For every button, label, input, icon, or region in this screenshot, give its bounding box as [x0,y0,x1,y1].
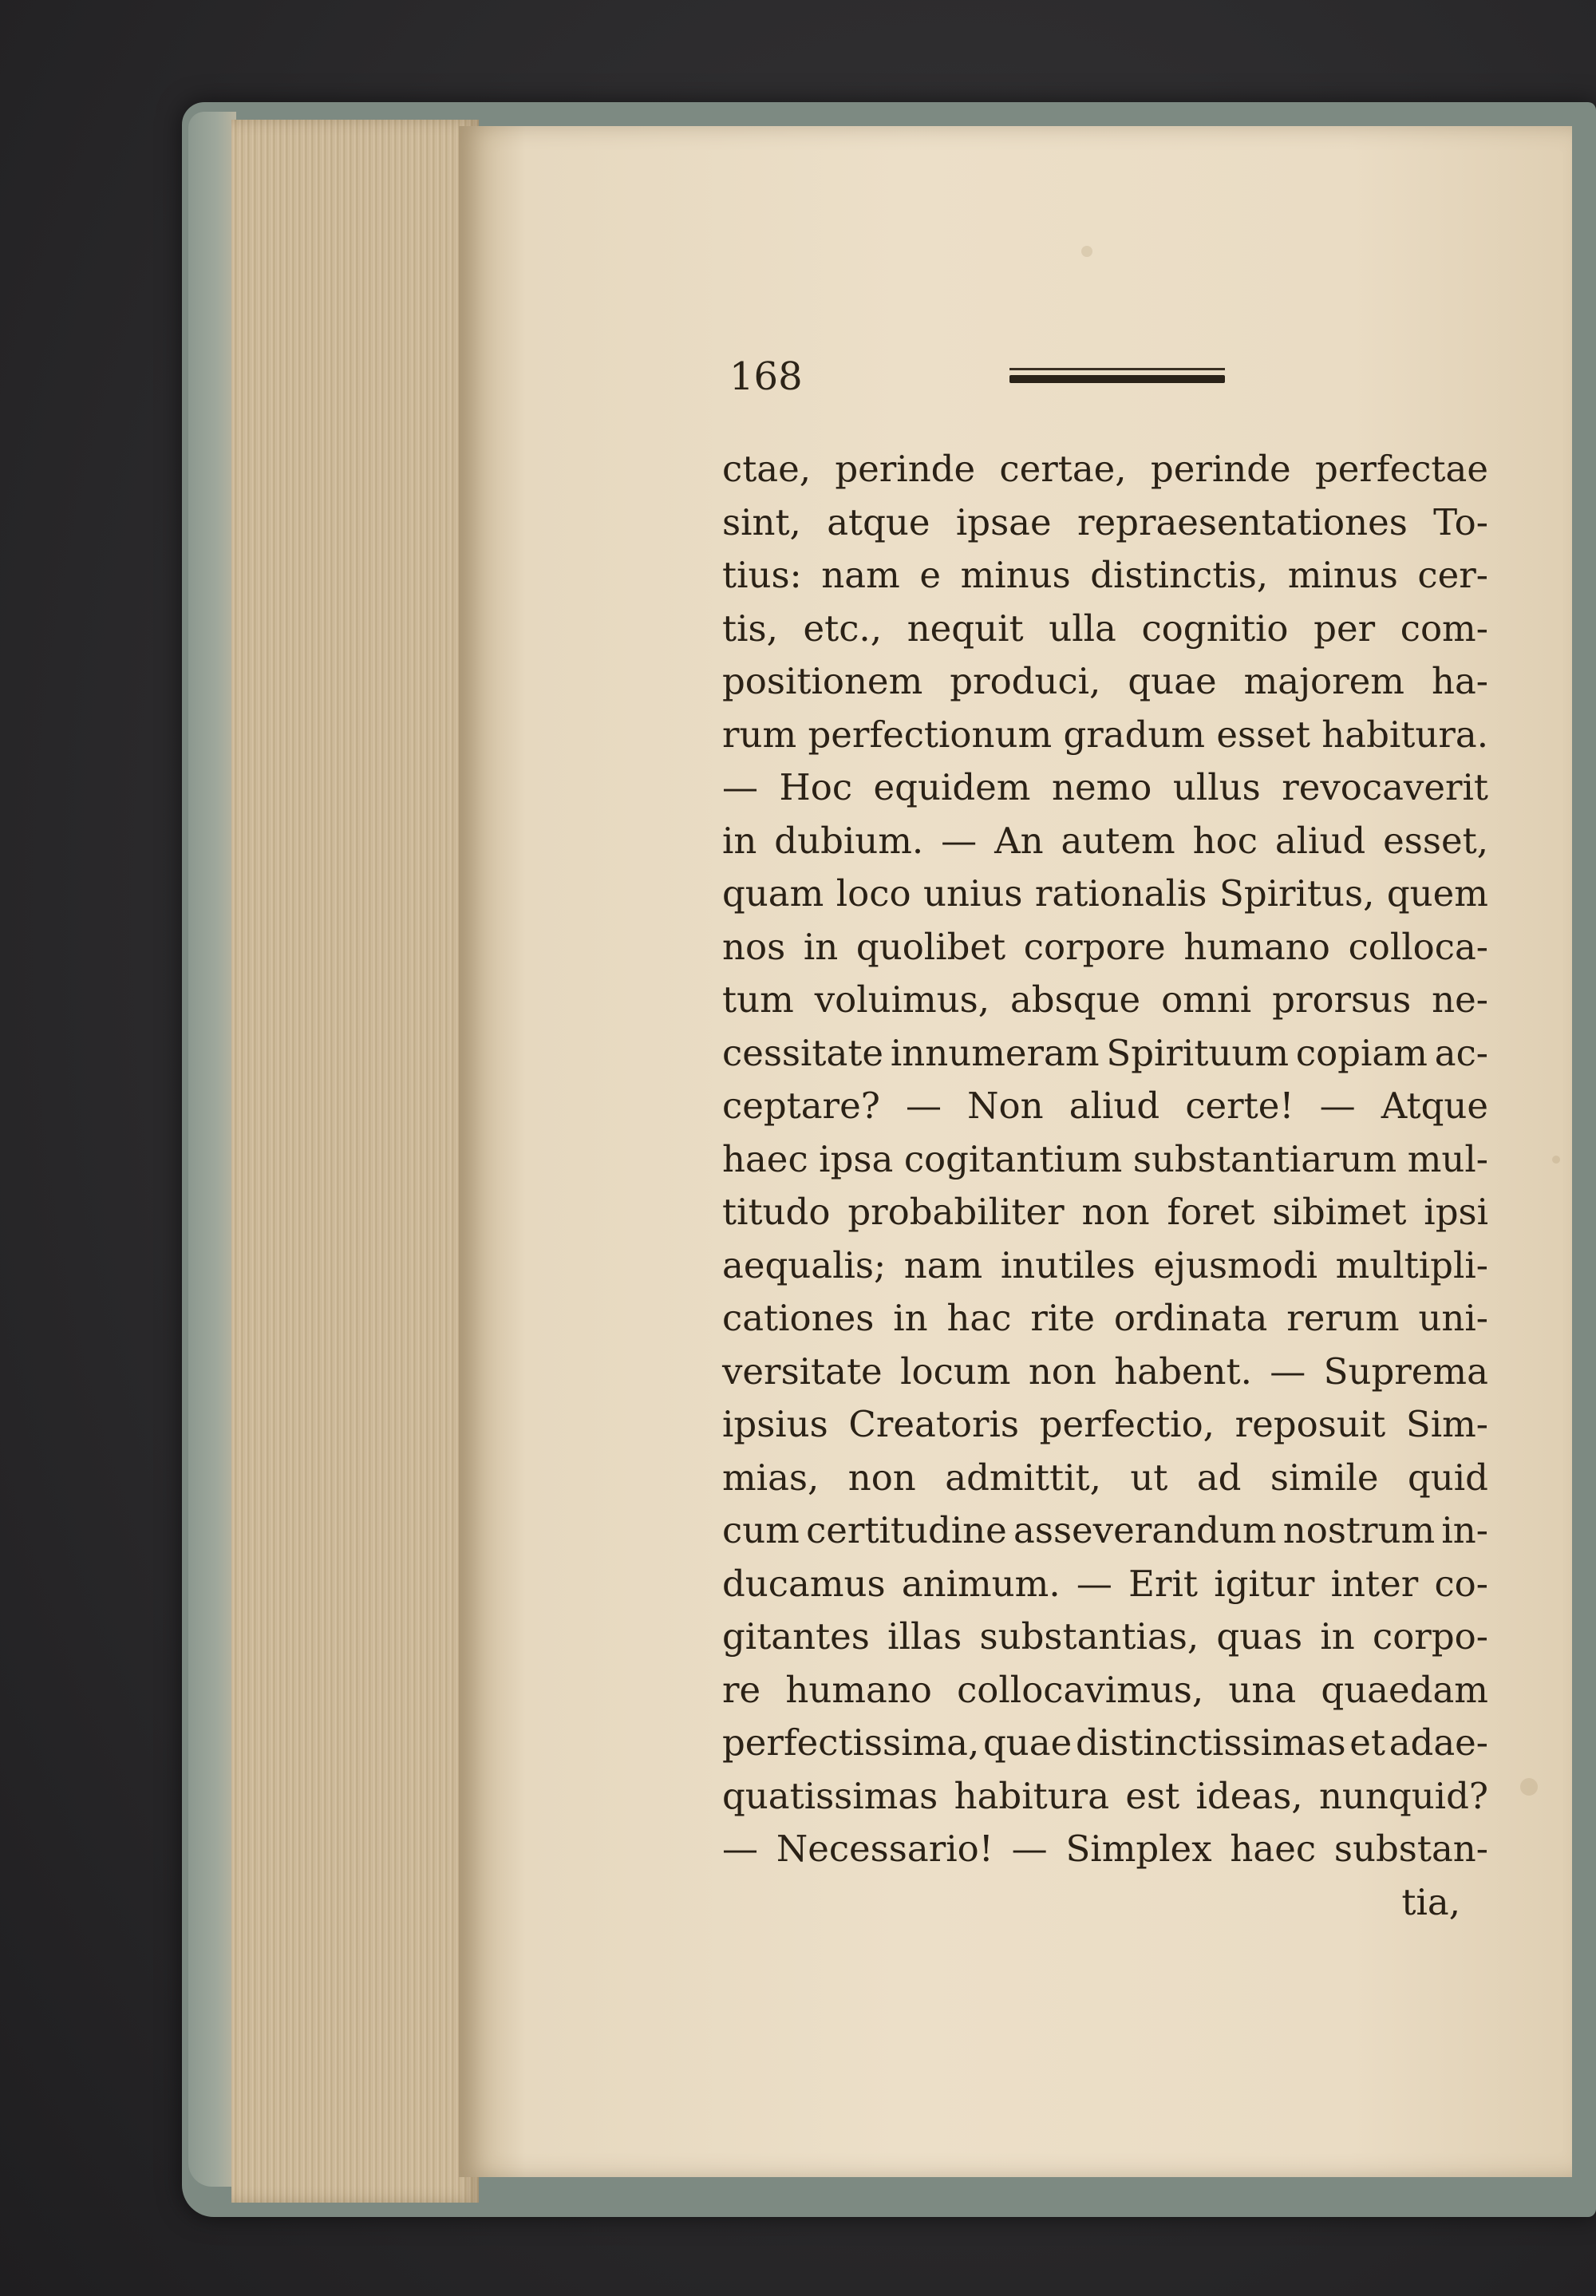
word: ceptare? [722,1085,880,1127]
text-line [722,549,1488,603]
word: positionem [722,660,923,702]
word: loco [836,872,911,915]
word: — [905,1085,942,1127]
word: co- [1434,1562,1488,1605]
word: humano [785,1668,932,1711]
word: aliud [1274,819,1366,862]
word: nam [821,554,900,596]
word: certitudine [806,1509,1007,1551]
word: perinde [1150,448,1291,490]
word: illas [887,1615,962,1658]
word: autem [1061,819,1175,862]
word: prorsus [1272,978,1412,1021]
word: ipsi [1424,1191,1488,1233]
word: certae, [999,448,1127,490]
book-cover-edge [188,112,236,2187]
word: et [1349,1721,1385,1764]
word: perfectae [1314,448,1488,490]
word: nam [903,1243,983,1286]
word: inter [1330,1562,1419,1605]
word: in [722,819,757,862]
word: quatissimas [722,1774,938,1817]
word: locum [900,1350,1011,1393]
word: majorem [1243,660,1404,702]
word: — [1270,1350,1306,1393]
text-line [722,761,1488,815]
word: innumeram [890,1031,1100,1074]
word: haec [722,1137,808,1180]
text-line [722,1133,1488,1187]
word: certe! [1185,1085,1294,1127]
word: est [1125,1774,1180,1817]
word: rum [722,713,797,756]
text-line [722,1558,1488,1611]
word: — [722,766,758,808]
text-line [722,1452,1488,1505]
word: habitura. [1321,713,1488,756]
header-rule-thin [1009,368,1225,370]
word: ha- [1431,660,1488,702]
word: ullus [1172,766,1261,808]
word: titudo [722,1191,831,1233]
word: etc., [803,607,883,650]
header-rule [1009,375,1225,383]
body-text [722,443,1488,1929]
word: in [1320,1615,1355,1658]
word: ejusmodi [1153,1243,1318,1286]
word: e [919,554,941,596]
word: — [1011,1828,1048,1870]
text-line [722,709,1488,762]
word: inutiles [1000,1243,1136,1286]
word: ideas, [1195,1774,1303,1817]
word: in [893,1297,928,1339]
word: minus [1287,554,1398,596]
word: omni [1161,978,1252,1021]
text-line [722,1770,1488,1824]
word: dubium. [774,819,924,862]
word: re [722,1668,761,1711]
foxing-spot [1552,1156,1560,1164]
word: cognitio [1141,607,1289,650]
word: Hoc [779,766,853,808]
text-line [722,1346,1488,1399]
text-line [722,1398,1488,1452]
word: distinctis, [1090,554,1269,596]
word: corpo- [1373,1615,1488,1658]
word: versitate [722,1350,883,1393]
word: per [1314,607,1376,650]
word: asseverandum [1013,1509,1277,1551]
text-line [722,603,1488,656]
word: humano [1183,925,1330,968]
word: absque [1009,978,1141,1021]
word: nostrum [1282,1509,1436,1551]
word: quolibet [855,925,1006,968]
word: nunquid? [1318,1774,1488,1817]
word: distinctissimas [1075,1721,1346,1764]
page-edges [231,120,479,2203]
text-line [722,1027,1488,1081]
word: quid [1407,1456,1488,1499]
word: ipsa [819,1137,894,1180]
word: rite [1030,1297,1095,1339]
word: gitantes [722,1615,870,1658]
word: non [1081,1191,1150,1233]
word: ut [1130,1456,1168,1499]
word: corpore [1023,925,1166,968]
text-line [722,1292,1488,1346]
word: multipli- [1335,1243,1488,1286]
word: colloca- [1348,925,1488,968]
word: collocavimus, [957,1668,1204,1711]
word: in [803,925,839,968]
word: nequit [907,607,1024,650]
text-line [722,815,1488,868]
word: esset [1216,713,1310,756]
word: Spiritus, [1219,872,1375,915]
word: — [1319,1085,1356,1127]
word: Atque [1381,1085,1488,1127]
word: gradum [1063,713,1206,756]
word: animum. [901,1562,1061,1605]
word: quae [1128,660,1217,702]
word: Non [967,1085,1044,1127]
word: sint, [722,500,801,543]
word: ac- [1434,1031,1488,1074]
word: mul- [1407,1137,1488,1180]
text-line [722,1186,1488,1239]
text-line [722,921,1488,974]
word: Erit [1128,1562,1198,1605]
text-line [722,1823,1488,1876]
word: simile [1270,1456,1379,1499]
word: quaedam [1321,1668,1488,1711]
foxing-spot [1520,1778,1538,1796]
word: igitur [1214,1562,1315,1605]
word: uni- [1418,1297,1488,1339]
word: perfectio, [1039,1403,1215,1445]
word: rationalis [1034,872,1207,915]
text-line [722,867,1488,921]
word: quem [1386,872,1488,915]
word: Creatoris [848,1403,1019,1445]
text-line [722,1080,1488,1133]
text-line [722,1504,1488,1558]
word: — [941,819,978,862]
word: cationes [722,1297,875,1339]
word: admittit, [945,1456,1101,1499]
text-line [722,443,1488,496]
word: ad [1196,1456,1242,1499]
word: revocaverit [1282,766,1488,808]
word: sibimet [1272,1191,1407,1233]
word: quae [983,1721,1073,1764]
catchword: tia, [1401,1880,1460,1923]
word: una [1228,1668,1297,1711]
text-line [722,496,1488,550]
word: quam [722,872,824,915]
word: ipsius [722,1403,828,1445]
word: ulla [1049,607,1116,650]
word: cer- [1417,554,1488,596]
word: substan- [1333,1828,1488,1870]
word: ordinata [1113,1297,1268,1339]
word: aequalis; [722,1243,887,1286]
foxing-spot [1081,246,1092,257]
word: non [847,1456,916,1499]
text-line [722,1239,1488,1293]
word: cogitantium [903,1137,1123,1180]
word: copiam [1295,1031,1428,1074]
text-line [722,1610,1488,1664]
text-line [722,1664,1488,1717]
word: tis, [722,607,778,650]
word: ducamus [722,1562,886,1605]
word: adae- [1389,1721,1488,1764]
text-line [722,655,1488,709]
word: — [722,1828,758,1870]
word: hac [946,1297,1012,1339]
word: perfectissima, [722,1721,980,1764]
word: habitura [954,1774,1110,1817]
word: non [1028,1350,1096,1393]
word: equidem [873,766,1031,808]
word: aliud [1069,1085,1160,1127]
word: repraesentationes [1077,500,1408,543]
word: nemo [1051,766,1152,808]
word: in- [1441,1509,1488,1551]
word: substantiarum [1132,1137,1397,1180]
word: minus [960,554,1071,596]
word: hoc [1192,819,1258,862]
word: Simplex [1065,1828,1212,1870]
word: mias, [722,1456,820,1499]
word: — [1076,1562,1112,1605]
word: voluimus, [814,978,990,1021]
page-number: 168 [729,354,803,399]
word: probabiliter [847,1191,1065,1233]
word: quas [1216,1615,1303,1658]
word: foret [1167,1191,1255,1233]
word: haec [1230,1828,1317,1870]
word: unius [923,872,1023,915]
word: Sim- [1405,1403,1488,1445]
word: An [994,819,1044,862]
word: com- [1400,607,1488,650]
word: perinde [835,448,976,490]
word: Necessario! [776,1828,994,1870]
word: reposuit [1235,1403,1386,1445]
word: cum [722,1509,800,1551]
word: Spirituum [1106,1031,1290,1074]
word: Suprema [1323,1350,1488,1393]
word: To- [1433,500,1488,543]
word: ne- [1432,978,1488,1021]
word: substantias, [979,1615,1199,1658]
word: rerum [1286,1297,1400,1339]
word: nos [722,925,786,968]
word: ctae, [722,448,812,490]
word: tum [722,978,794,1021]
text-line [722,974,1488,1027]
word: tius: [722,554,802,596]
word: cessitate [722,1031,884,1074]
word: produci, [950,660,1101,702]
word: ipsae [955,500,1052,543]
word: esset, [1383,819,1488,862]
word: habent. [1114,1350,1252,1393]
text-line [722,1717,1488,1770]
word: atque [827,500,930,543]
word: perfectionum [808,713,1053,756]
